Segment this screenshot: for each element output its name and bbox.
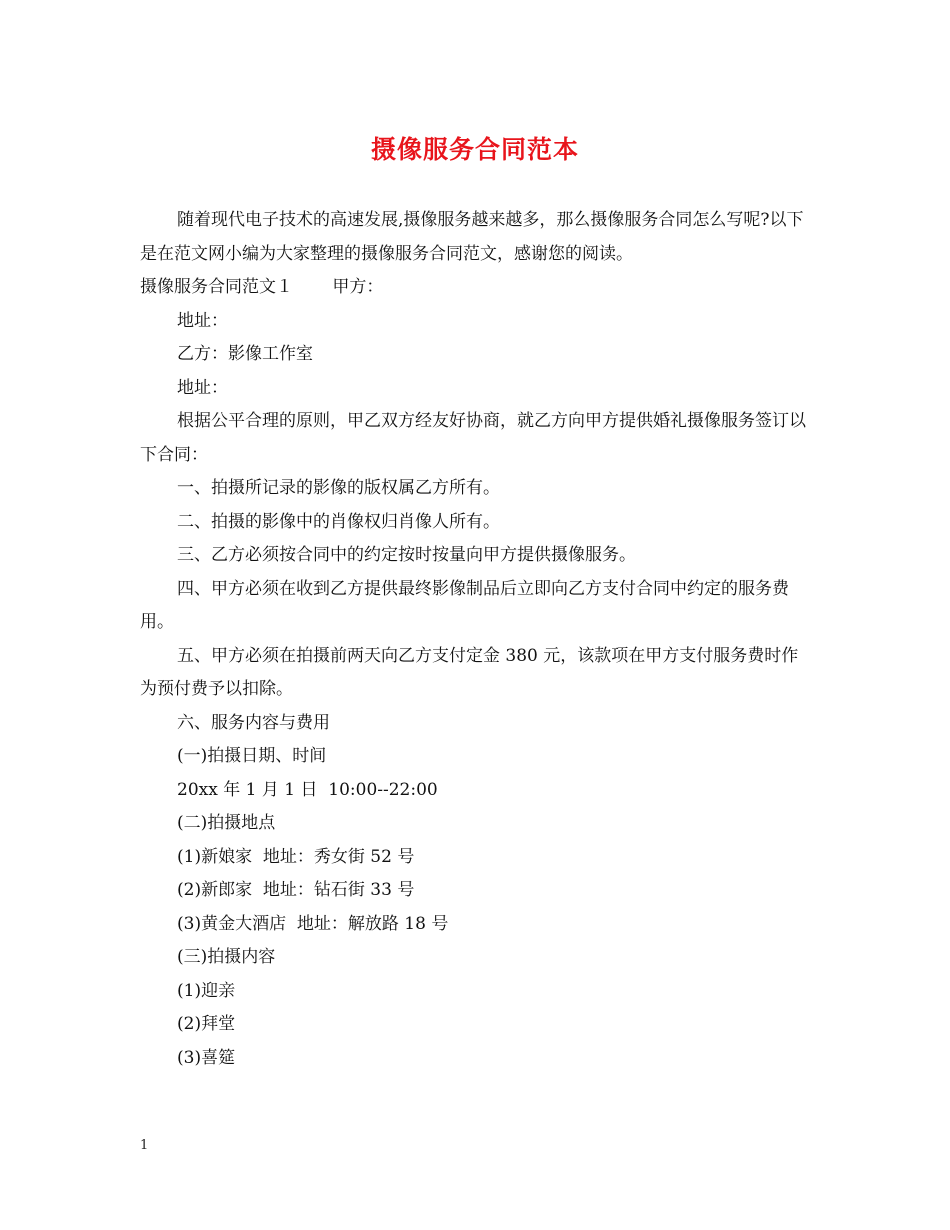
clause-2: 二、拍摄的影像中的肖像权归肖像人所有。 [177, 511, 500, 532]
clause-3: 三、乙方必须按合同中的约定按时按量向甲方提供摄像服务。 [177, 545, 636, 565]
document-body [140, 204, 812, 1075]
location-1: (1)新娘家 地址：秀女街 52 号 [177, 846, 415, 867]
clause-6: 六、服务内容与费用 [177, 712, 330, 733]
preamble-paragraph: 根据公平合理的原则，甲乙双方经友好协商，就乙方向甲方提供婚礼摄像服务签订以下合同： [140, 411, 806, 465]
subsection-content: (三)拍摄内容 [177, 947, 276, 967]
subsection-location: (二)拍摄地点 [177, 813, 276, 833]
clause-4: 四、甲方必须在收到乙方提供最终影像制品后立即向乙方支付合同中约定的服务费用。 [140, 578, 789, 632]
party-a-address: 地址： [177, 310, 228, 331]
clause-1: 一、拍摄所记录的影像的版权属乙方所有。 [177, 478, 500, 498]
document-title: 摄像服务合同范本 [370, 135, 579, 164]
clause-5: 五、甲方必须在拍摄前两天向乙方支付定金 380 元，该款项在甲方支付服务费时作为预付费予以扣除。 [140, 645, 799, 699]
party-b: 乙方：影像工作室 [177, 344, 313, 364]
party-b-address: 地址： [177, 377, 228, 398]
sample-heading: 摄像服务合同范文１ 甲方： [140, 277, 384, 297]
subsection-date-time: (一)拍摄日期、时间 [177, 746, 327, 766]
content-item-2: (2)拜堂 [177, 1014, 236, 1034]
location-3: (3)黄金大酒店 地址：解放路 18 号 [177, 913, 449, 934]
page-number: 1 [140, 1138, 149, 1153]
content-item-3: (3)喜筵 [177, 1047, 236, 1068]
intro-paragraph: 随着现代电子技术的高速发展,摄像服务越来越多，那么摄像服务合同怎么写呢?以下是在范文网小编为大家整理的摄像服务合同范文，感谢您的阅读。 [140, 210, 804, 264]
content-item-1: (1)迎亲 [177, 980, 236, 1001]
shoot-date-time: 20xx 年 1 月 1 日 10:00--22:00 [177, 779, 438, 800]
location-2: (2)新郎家 地址：钻石街 33 号 [177, 880, 415, 900]
